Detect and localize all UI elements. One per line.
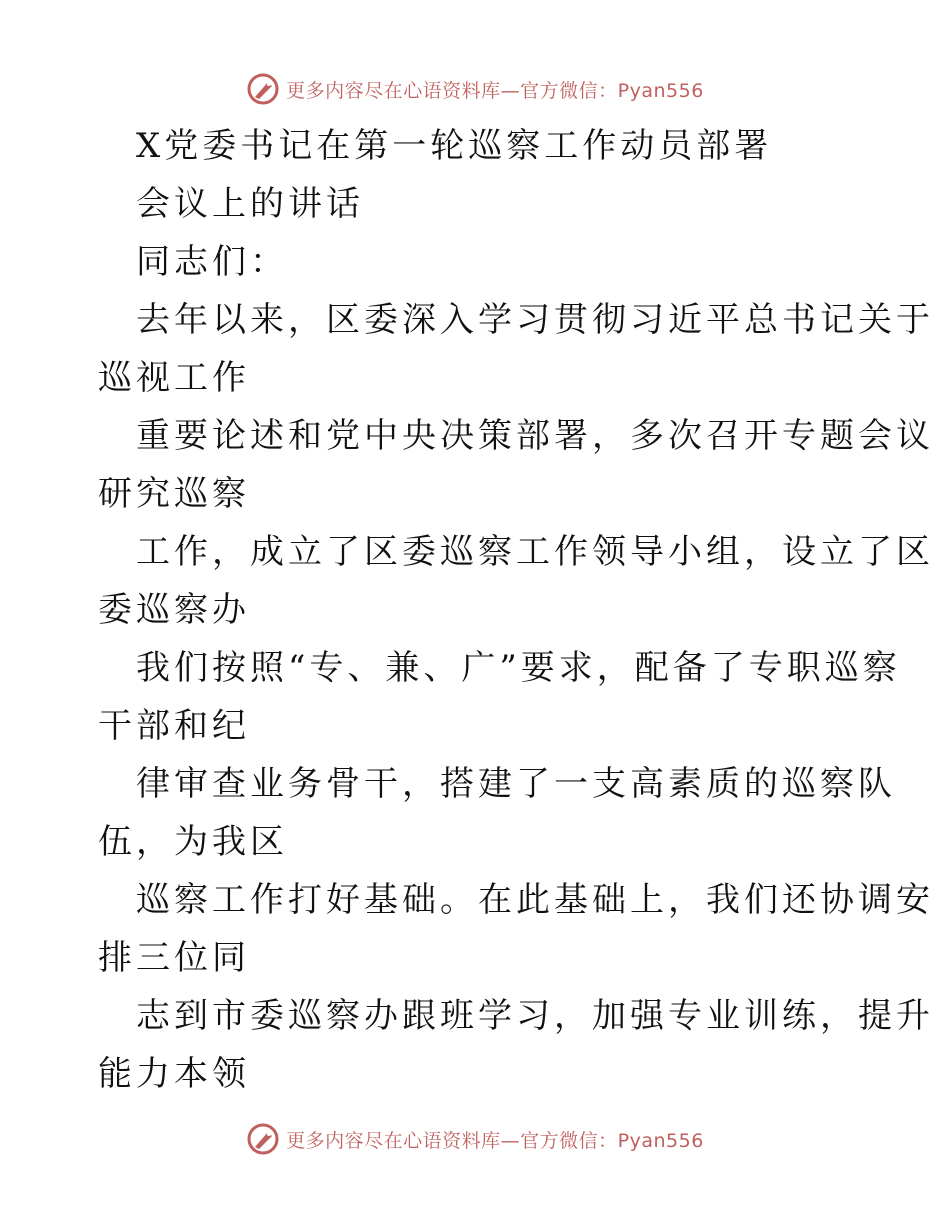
paragraph-line: 干部和纪 — [98, 706, 250, 746]
document-title-line-2: 会议上的讲话 — [136, 184, 364, 224]
paragraph-line: 志到市委巡察办跟班学习，加强专业训练，提升 — [136, 996, 934, 1036]
paragraph-line: 律审查业务骨干，搭建了一支高素质的巡察队 — [136, 764, 896, 804]
footer-banner — [0, 1122, 950, 1156]
paragraph-line: 巡察工作打好基础。在此基础上，我们还协调安 — [136, 880, 934, 920]
paragraph-line: 重要论述和党中央决策部署，多次召开专题会议 — [136, 416, 934, 456]
salutation: 同志们： — [136, 242, 288, 282]
paragraph-line: 能力本领 — [98, 1054, 250, 1094]
paragraph-line: 去年以来，区委深入学习贯彻习近平总书记关于 — [136, 300, 934, 340]
paragraph-line: 伍，为我区 — [98, 822, 288, 862]
header-banner — [0, 72, 950, 106]
paragraph-line: 我们按照“专、兼、广”要求，配备了专职巡察 — [136, 648, 901, 688]
paragraph-line: 巡视工作 — [98, 358, 250, 398]
paragraph-line: 工作，成立了区委巡察工作领导小组，设立了区 — [136, 532, 934, 572]
paragraph-line: 排三位同 — [98, 938, 250, 978]
header-banner-text: 更多内容尽在心语资料库—官方微信：Pyan556 — [286, 79, 704, 102]
pen-nib-circle-logo-icon — [246, 1122, 280, 1156]
paragraph-line: 委巡察办 — [98, 590, 250, 630]
paragraph-line: 研究巡察 — [98, 474, 250, 514]
pen-nib-circle-logo-icon — [246, 72, 280, 106]
document-title-line-1: X党委书记在第一轮巡察工作动员部署 — [136, 126, 773, 166]
footer-banner-text: 更多内容尽在心语资料库—官方微信：Pyan556 — [286, 1129, 704, 1152]
